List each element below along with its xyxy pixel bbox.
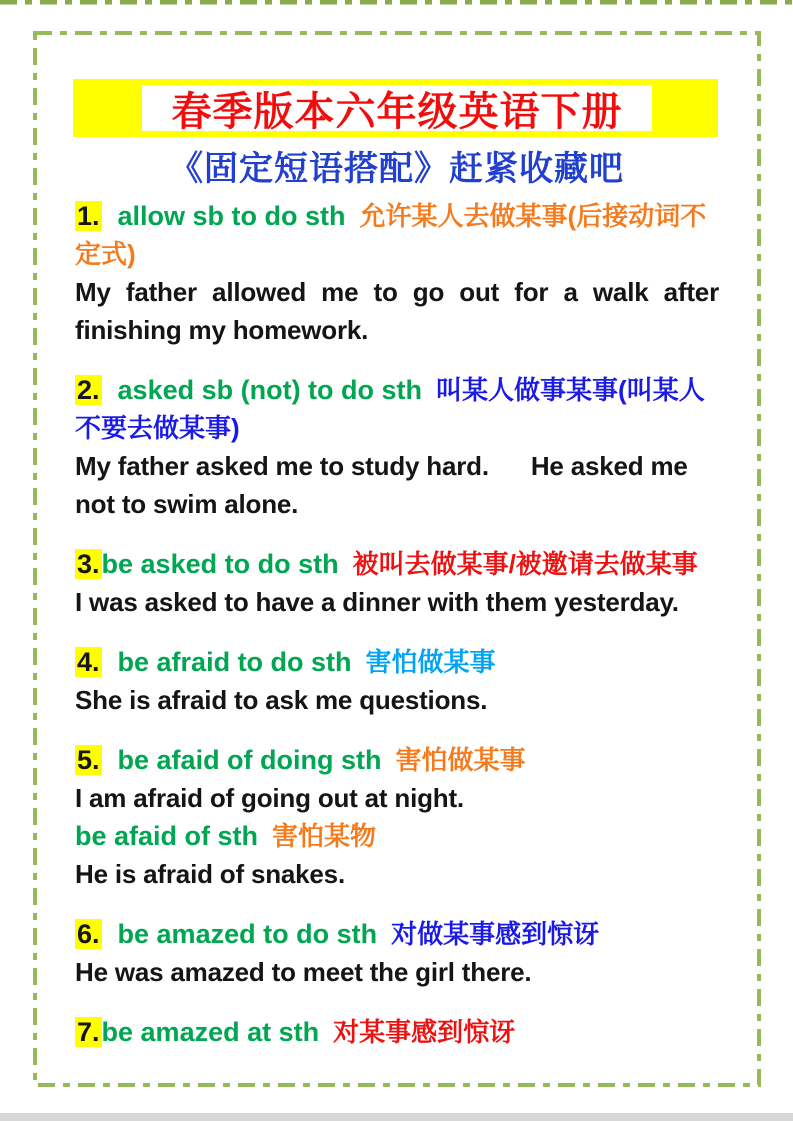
page-bottom-edge xyxy=(0,1113,793,1121)
example-sentence xyxy=(75,447,719,523)
list-item xyxy=(75,197,719,349)
phrase-translation: 害怕做某事 xyxy=(365,647,496,677)
phrase-line xyxy=(75,545,719,583)
example-sentence: I was asked to have a dinner with them yesterday. xyxy=(75,587,679,617)
list-item xyxy=(75,545,719,621)
example-sentence: He was amazed to meet the girl there. xyxy=(75,957,532,987)
item-number: 6. xyxy=(77,919,100,949)
phrase-text: asked sb (not) to do sth xyxy=(117,375,423,405)
phrase-line-secondary xyxy=(75,817,719,855)
phrase-translation: 害怕某物 xyxy=(272,821,377,851)
phrase-line xyxy=(75,1013,719,1051)
phrase-text: be afraid to do sth xyxy=(117,647,352,677)
example-sentence-part2: He asked me not to swim alone. xyxy=(75,451,688,519)
example-sentence-part1: My father asked me to study hard. xyxy=(75,451,489,481)
phrase-text: allow sb to do sth xyxy=(117,201,346,231)
example-sentence: My father allowed me to go out for a walk after finishing my homework. xyxy=(75,277,719,345)
phrase-line xyxy=(75,915,719,953)
phrase-list xyxy=(75,197,719,1073)
list-item xyxy=(75,741,719,893)
phrase-text: be amazed to do sth xyxy=(117,919,378,949)
example-sentence: He is afraid of snakes. xyxy=(75,859,345,889)
list-item xyxy=(75,1013,719,1051)
phrase-translation: 对做某事感到惊讶 xyxy=(391,919,600,949)
item-number: 1. xyxy=(77,201,100,231)
page-title: 春季版本六年级英语下册 xyxy=(171,89,623,134)
phrase-translation: 允许某人去做某事(后接动词不定式) xyxy=(75,201,707,269)
item-number: 3. xyxy=(77,549,100,579)
item-number: 4. xyxy=(77,647,100,677)
phrase-translation: 对某事感到惊讶 xyxy=(333,1017,516,1047)
phrase-translation: 害怕做某事 xyxy=(395,745,526,775)
phrase-text: be amazed at sth xyxy=(101,1017,320,1047)
list-item xyxy=(75,915,719,991)
example-sentence: She is afraid to ask me questions. xyxy=(75,685,488,715)
page-subtitle: 《固定短语搭配》赶紧收藏吧 xyxy=(169,150,624,188)
example-sentence: I am afraid of going out at night. xyxy=(75,783,464,813)
phrase-line xyxy=(75,371,719,447)
list-item xyxy=(75,371,719,523)
phrase-translation: 被叫去做某事/被邀请去做某事 xyxy=(352,549,698,579)
phrase-line xyxy=(75,741,719,779)
phrase-text: be afaid of sth xyxy=(75,821,259,851)
phrase-line xyxy=(75,643,719,681)
list-item xyxy=(75,643,719,719)
item-number: 2. xyxy=(77,375,100,405)
title-banner-inner-box xyxy=(142,85,652,134)
title-banner xyxy=(73,79,718,137)
phrase-text: be asked to do sth xyxy=(101,549,339,579)
item-number: 7. xyxy=(77,1017,100,1047)
item-number: 5. xyxy=(77,745,100,775)
phrase-text: be afaid of doing sth xyxy=(117,745,382,775)
phrase-line xyxy=(75,197,719,273)
phrase-translation: 叫某人做事某事(叫某人不要去做某事) xyxy=(75,375,705,443)
